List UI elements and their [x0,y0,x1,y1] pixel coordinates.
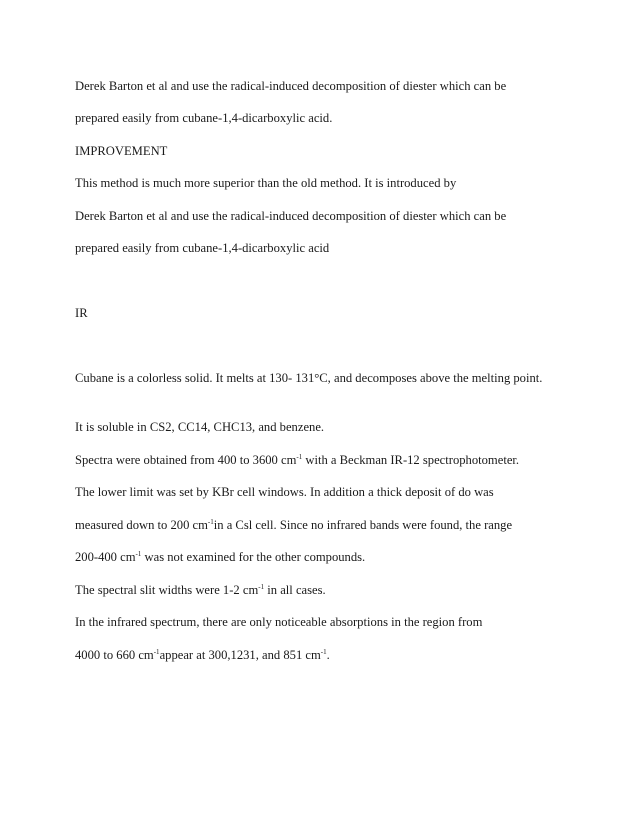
superscript: -1 [258,583,265,591]
superscript: -1 [153,648,160,656]
paragraph-measured [75,517,575,533]
text-run: measured down to 200 cm [75,518,208,532]
superscript: -1 [135,550,142,558]
paragraph-absorptions [75,647,575,663]
text-run: was not examined for the other compounds. [141,550,366,564]
text-run: . [326,648,330,662]
paragraph-line: Derek Barton et al and use the radical-induced decomposition of diester which can be [75,209,507,223]
paragraph-range [75,549,575,565]
paragraph-line: It is soluble in CS2, CC14, CHC13, and benzene. [75,420,325,434]
paragraph-spectra [75,452,575,468]
text-run: appear at 300,1231, and 851 cm [159,648,321,662]
text-run: 200-400 cm [75,550,136,564]
paragraph-line: Derek Barton et al and use the radical-induced decomposition of diester which can be [75,79,507,93]
text-run: in all cases. [264,583,326,597]
section-heading-ir: IR [75,306,88,320]
paragraph-line: prepared easily from cubane-1,4-dicarboxylic acid. [75,111,333,125]
text-run: The spectral slit widths were 1-2 cm [75,583,259,597]
section-heading-improvement: IMPROVEMENT [75,144,168,158]
paragraph-slit [75,582,575,598]
text-run: Spectra were obtained from 400 to 3600 cm [75,453,297,467]
paragraph-line: prepared easily from cubane-1,4-dicarboxylic acid [75,241,330,255]
text-run: with a Beckman IR-12 spectrophotometer. [302,453,520,467]
paragraph-line: In the infrared spectrum, there are only noticeable absorptions in the region from [75,615,483,629]
paragraph-line: The lower limit was set by KBr cell windows. In addition a thick deposit of do was [75,485,494,499]
superscript: -1 [320,648,327,656]
paragraph-cubane-properties: Cubane is a colorless solid. It melts at 130- 131°C, and decomposes above the melting point. [75,371,543,385]
paragraph-line: This method is much more superior than the old method. It is introduced by [75,176,457,190]
text-run: 4000 to 660 cm [75,648,154,662]
superscript: -1 [296,453,303,461]
superscript: -1 [207,518,214,526]
text-run: in a Csl cell. Since no infrared bands were found, the range [213,518,513,532]
